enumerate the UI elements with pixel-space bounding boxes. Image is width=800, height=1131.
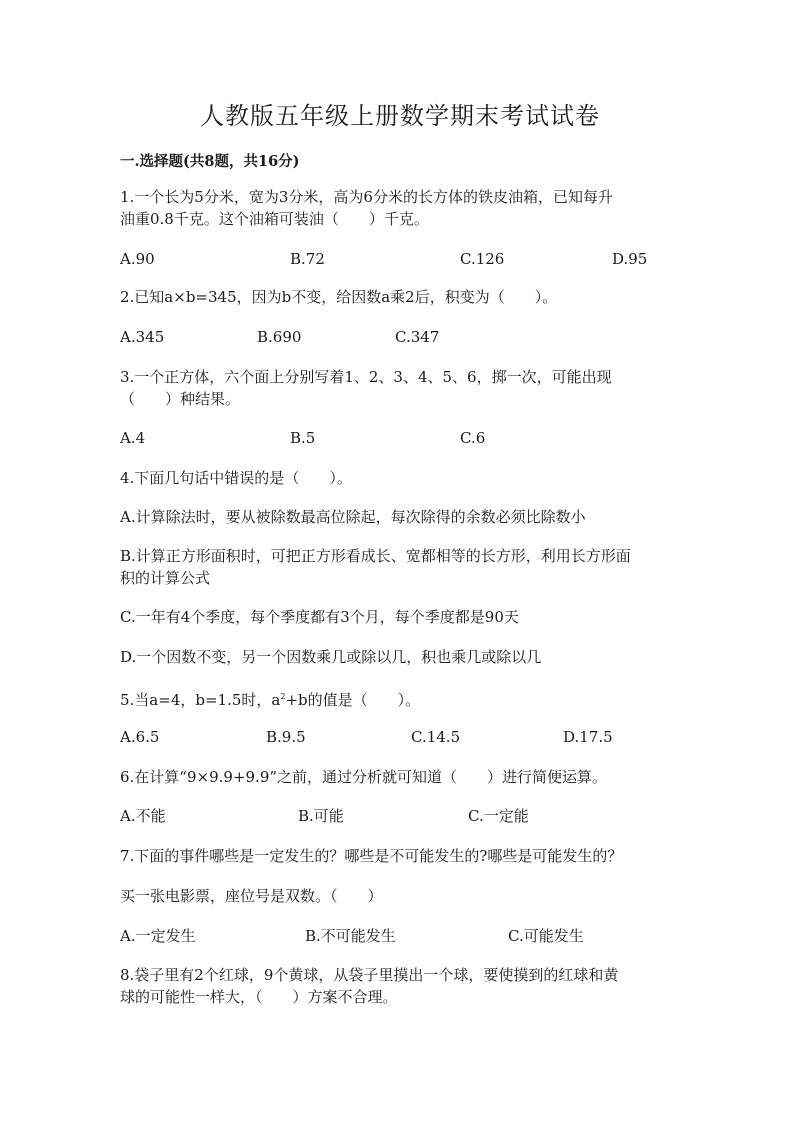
- q2-option-b: B.690: [257, 328, 302, 346]
- q4-option-b: B.计算正方形面积时，可把正方形看成长、宽都相等的长方形，利用长方形面: [120, 547, 631, 565]
- q5-option-b: B.9.5: [266, 728, 306, 746]
- q2-option-a: A.345: [120, 328, 165, 346]
- question-8-text-cont: 球的可能性一样大，（ ）方案不合理。: [120, 988, 398, 1006]
- question-1-text: 1.一个长为5分米，宽为3分米，高为6分米的长方体的铁皮油箱，已知每升: [120, 188, 613, 206]
- q2-option-c: C.347: [395, 328, 440, 346]
- q4-option-b-cont: 积的计算公式: [120, 569, 211, 587]
- q4-option-a: A.计算除法时，要从被除数最高位除起，每次除得的余数必须比除数小: [120, 508, 586, 526]
- q7-option-c: C.可能发生: [508, 927, 584, 945]
- q5-option-d: D.17.5: [563, 728, 613, 746]
- q5-prefix: 5.当a=4，b=1.5时，a: [120, 691, 281, 709]
- q5-option-c: C.14.5: [411, 728, 461, 746]
- q3-option-c: C.6: [460, 429, 486, 447]
- q1-option-b: B.72: [290, 250, 325, 268]
- q6-option-b: B.可能: [298, 807, 344, 825]
- q4-option-c: C.一年有4个季度，每个季度都有3个月，每个季度都是90天: [120, 608, 519, 626]
- question-7-text: 7.下面的事件哪些是一定发生的？哪些是不可能发生的?哪些是可能发生的？: [120, 847, 623, 865]
- q5-option-a: A.6.5: [120, 728, 160, 746]
- q5-exponent: 2: [280, 692, 286, 701]
- question-7-scenario: 买一张电影票，座位号是双数。（ ）: [120, 887, 383, 905]
- q7-option-b: B.不可能发生: [305, 927, 396, 945]
- page-title: 人教版五年级上册数学期末考试试卷: [200, 102, 600, 130]
- question-3-text: 3.一个正方体，六个面上分别写着1、2、3、4、5、6，掷一次，可能出现: [120, 368, 612, 386]
- q4-option-d: D.一个因数不变，另一个因数乘几或除以几，积也乘几或除以几: [120, 648, 542, 666]
- q1-option-d: D.95: [612, 250, 648, 268]
- q1-option-c: C.126: [460, 250, 505, 268]
- question-3-text-cont: （ ）种结果。: [120, 390, 241, 408]
- question-2-text: 2.已知a×b=345，因为b不变，给因数a乘2后，积变为（ ）。: [120, 288, 558, 306]
- q1-option-a: A.90: [120, 250, 155, 268]
- question-1-text-cont: 油重0.8千克。这个油箱可装油（ ）千克。: [120, 210, 429, 228]
- question-8-text: 8.袋子里有2个红球，9个黄球，从袋子里摸出一个球，要使摸到的红球和黄: [120, 966, 619, 984]
- question-6-text: 6.在计算“9×9.9+9.9”之前，通过分析就可知道（ ）进行简便运算。: [120, 768, 608, 786]
- q7-option-a: A.一定发生: [120, 927, 196, 945]
- q3-option-b: B.5: [290, 429, 316, 447]
- q6-option-c: C.一定能: [468, 807, 529, 825]
- q3-option-a: A.4: [120, 429, 146, 447]
- q6-option-a: A.不能: [120, 807, 166, 825]
- question-4-text: 4.下面几句话中错误的是（ ）。: [120, 469, 352, 487]
- question-5-text: [120, 686, 680, 711]
- section-heading: 一.选择题(共8题，共16分): [120, 153, 300, 170]
- q5-suffix: +b的值是（ ）。: [285, 691, 421, 709]
